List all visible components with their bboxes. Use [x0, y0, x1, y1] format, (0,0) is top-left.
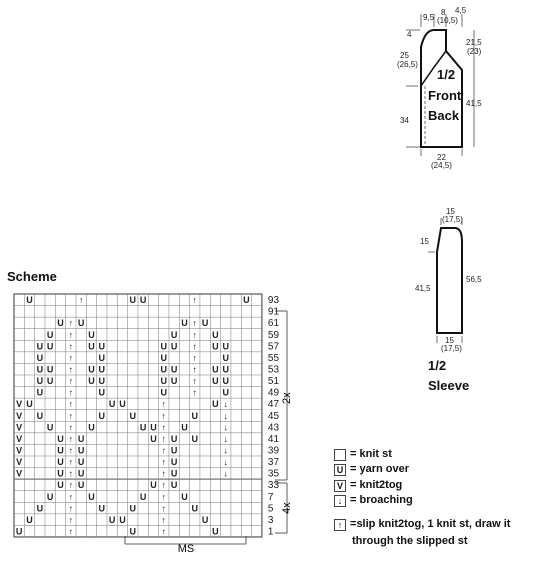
double-decrease-stitch: ↑ [68, 445, 74, 456]
knit2tog-stitch: V [16, 410, 23, 421]
double-decrease-stitch: ↑ [68, 410, 74, 421]
chart-row-number: 61 [267, 318, 280, 330]
double-decrease-stitch: ↑ [161, 433, 167, 444]
double-decrease-stitch: ↑ [161, 526, 167, 537]
chart-row-number: 7 [267, 491, 274, 503]
chart-row-number: 49 [267, 387, 280, 399]
yarn-over-stitch: U [170, 341, 178, 352]
yarn-over-stitch: U [26, 514, 33, 525]
yarn-over-stitch: U [46, 376, 54, 387]
yarn-over-stitch: U [160, 352, 168, 363]
front-dim-right-upper: 21,5 [466, 38, 482, 47]
yarn-over-stitch: U [139, 491, 147, 502]
legend-item-double-decrease-cont: through the slipped st [352, 535, 468, 547]
broaching-stitch: ↓ [223, 410, 229, 421]
yarn-over-symbol-icon: U [334, 464, 346, 476]
yarn-over-stitch: U [119, 399, 126, 410]
chart-row-number: 59 [267, 329, 280, 341]
chart-row-number: 47 [267, 399, 280, 411]
yarn-over-stitch: U [222, 387, 230, 398]
yarn-over-stitch: U [170, 376, 178, 387]
front-dim-neck-left: 4 [407, 30, 412, 39]
yarn-over-stitch: U [36, 410, 44, 421]
knit2tog-stitch: V [16, 457, 23, 468]
yarn-over-stitch: U [181, 491, 188, 502]
yarn-over-stitch: U [88, 422, 95, 433]
yarn-over-stitch: U [160, 376, 168, 387]
chart-row-number: 41 [267, 433, 280, 445]
chart-row-number: 35 [267, 468, 280, 480]
chart-row-number: 53 [267, 364, 280, 376]
yarn-over-stitch: U [46, 341, 54, 352]
double-decrease-stitch: ↑ [192, 364, 198, 375]
front-back-fraction: 1/2 [437, 67, 456, 82]
yarn-over-stitch: U [36, 376, 44, 387]
front-dim-left-lower: 34 [400, 116, 409, 125]
sleeve-dim-left-lower: 41,5 [415, 284, 431, 293]
front-dim-top-mid: 8 [441, 8, 446, 17]
yarn-over-stitch: U [181, 422, 188, 433]
sleeve-dim-bottom: 15 [445, 336, 454, 345]
broaching-stitch: ↓ [223, 457, 229, 468]
knit2tog-symbol-icon: V [334, 480, 346, 492]
yarn-over-stitch: U [88, 376, 95, 387]
sleeve-schematic [437, 228, 462, 333]
double-decrease-stitch: ↑ [161, 399, 167, 410]
sleeve-dim-top-alt: (17,5) [442, 215, 463, 224]
front-dim-bottom-alt: (24,5) [431, 161, 452, 170]
chart-row-number: 93 [267, 295, 280, 307]
sleeve-dim-top: 15 [446, 207, 455, 216]
double-decrease-stitch: ↑ [68, 352, 74, 363]
double-decrease-stitch: ↑ [68, 341, 74, 352]
front-dim-right-lower: 41,5 [466, 99, 482, 108]
double-decrease-stitch: ↑ [192, 329, 198, 340]
double-decrease-stitch: ↑ [68, 376, 74, 387]
yarn-over-stitch: U [77, 480, 85, 491]
double-decrease-stitch: ↑ [161, 514, 167, 525]
yarn-over-stitch: U [98, 376, 106, 387]
yarn-over-stitch: U [36, 341, 44, 352]
yarn-over-stitch: U [129, 295, 137, 306]
chart-row-number: 57 [267, 341, 280, 353]
double-decrease-stitch: ↑ [192, 352, 198, 363]
yarn-over-stitch: U [201, 318, 209, 329]
yarn-over-stitch: U [36, 503, 44, 514]
yarn-over-stitch: U [170, 364, 178, 375]
double-decrease-stitch: ↑ [161, 422, 167, 433]
yarn-over-stitch: U [46, 364, 54, 375]
broaching-stitch: ↓ [223, 433, 229, 444]
yarn-over-stitch: U [46, 491, 54, 502]
back-label: Back [428, 108, 460, 123]
double-decrease-stitch: ↑ [68, 399, 74, 410]
yarn-over-stitch: U [212, 399, 219, 410]
double-decrease-stitch: ↑ [68, 364, 74, 375]
front-dim-left-upper-alt: (26,5) [397, 60, 418, 69]
yarn-over-stitch: U [36, 364, 44, 375]
yarn-over-stitch: U [77, 433, 85, 444]
chart-row-number: 51 [267, 376, 280, 388]
yarn-over-stitch: U [201, 514, 209, 525]
front-label: Front [428, 88, 462, 103]
yarn-over-stitch: U [98, 352, 106, 363]
double-decrease-stitch: ↑ [161, 457, 167, 468]
front-dim-right-upper-alt: (23) [467, 47, 482, 56]
yarn-over-stitch: U [212, 341, 219, 352]
yarn-over-stitch: U [88, 364, 95, 375]
yarn-over-stitch: U [57, 468, 64, 479]
double-decrease-stitch: ↑ [161, 491, 167, 502]
yarn-over-stitch: U [119, 514, 126, 525]
yarn-over-stitch: U [191, 503, 199, 514]
yarn-over-stitch: U [129, 410, 137, 421]
sleeve-dim-right: 56,5 [466, 275, 482, 284]
knit2tog-stitch: V [16, 445, 23, 456]
yarn-over-stitch: U [212, 526, 219, 537]
chart-row-number: 55 [267, 352, 280, 364]
double-decrease-stitch: ↑ [161, 410, 167, 421]
yarn-over-stitch: U [46, 422, 54, 433]
yarn-over-stitch: U [222, 364, 230, 375]
yarn-over-stitch: U [191, 410, 199, 421]
double-decrease-stitch: ↑ [68, 387, 74, 398]
double-decrease-stitch: ↑ [161, 468, 167, 479]
chart-row-number: 45 [267, 410, 280, 422]
yarn-over-stitch: U [243, 295, 250, 306]
double-decrease-stitch: ↑ [68, 526, 74, 537]
scheme-title: Scheme [7, 269, 57, 284]
double-decrease-stitch: ↑ [68, 318, 74, 329]
double-decrease-stitch: ↑ [68, 514, 74, 525]
yarn-over-stitch: U [222, 376, 230, 387]
double-decrease-stitch: ↑ [161, 445, 167, 456]
knit2tog-stitch: V [16, 468, 23, 479]
double-decrease-stitch: ↑ [192, 387, 198, 398]
double-decrease-stitch: ↑ [68, 457, 74, 468]
yarn-over-stitch: U [150, 422, 157, 433]
double-decrease-stitch: ↑ [192, 318, 198, 329]
sleeve-dim-left-upper: 15 [420, 237, 429, 246]
chart-row-number: 33 [267, 480, 280, 492]
knit-symbol-icon [334, 449, 346, 461]
double-decrease-stitch: ↑ [192, 376, 198, 387]
yarn-over-stitch: U [212, 364, 219, 375]
yarn-over-stitch: U [98, 341, 106, 352]
yarn-over-stitch: U [108, 514, 116, 525]
yarn-over-stitch: U [98, 364, 106, 375]
yarn-over-stitch: U [46, 329, 54, 340]
yarn-over-stitch: U [170, 329, 178, 340]
chart-row-number: 43 [267, 422, 280, 434]
ms-label: MS [177, 543, 195, 555]
front-dim-left-upper: 25 [400, 51, 409, 60]
chart-row-number: 39 [267, 445, 280, 457]
yarn-over-stitch: U [15, 526, 23, 537]
knit2tog-stitch: V [16, 399, 23, 410]
double-decrease-stitch: ↑ [68, 329, 74, 340]
double-decrease-symbol-icon: ↑ [334, 519, 346, 531]
yarn-over-stitch: U [57, 480, 64, 491]
broaching-stitch: ↓ [223, 422, 229, 433]
yarn-over-stitch: U [139, 295, 147, 306]
double-decrease-stitch: ↑ [192, 295, 198, 306]
double-decrease-stitch: ↑ [192, 341, 198, 352]
double-decrease-stitch: ↑ [68, 480, 74, 491]
sleeve-fraction: 1/2 [428, 358, 447, 373]
chart-row-number: 91 [267, 306, 280, 318]
chart-row-number: 1 [267, 526, 274, 538]
yarn-over-stitch: U [222, 341, 230, 352]
yarn-over-stitch: U [129, 503, 137, 514]
yarn-over-stitch: U [160, 387, 168, 398]
double-decrease-stitch: ↑ [68, 422, 74, 433]
yarn-over-stitch: U [88, 341, 95, 352]
yarn-over-stitch: U [170, 468, 178, 479]
yarn-over-stitch: U [150, 433, 157, 444]
yarn-over-stitch: U [26, 399, 33, 410]
sleeve-label: Sleeve [428, 378, 470, 393]
yarn-over-stitch: U [98, 410, 106, 421]
yarn-over-stitch: U [160, 364, 168, 375]
yarn-over-stitch: U [108, 399, 116, 410]
yarn-over-stitch: U [170, 433, 178, 444]
yarn-over-stitch: U [222, 352, 230, 363]
double-decrease-stitch: ↑ [68, 433, 74, 444]
sleeve-guides [428, 218, 462, 343]
double-decrease-stitch: ↑ [68, 491, 74, 502]
knit2tog-stitch: V [16, 422, 23, 433]
front-back-guides [406, 14, 474, 156]
broaching-stitch: ↓ [223, 468, 229, 479]
yarn-over-stitch: U [170, 457, 178, 468]
yarn-over-stitch: U [77, 445, 85, 456]
double-decrease-stitch: ↑ [161, 480, 167, 491]
yarn-over-stitch: U [57, 445, 64, 456]
chart-row-numbers [268, 295, 280, 537]
yarn-over-stitch: U [181, 318, 188, 329]
double-decrease-stitch: ↑ [68, 503, 74, 514]
double-decrease-stitch: ↑ [78, 295, 84, 306]
yarn-over-stitch: U [77, 457, 85, 468]
broaching-stitch: ↓ [223, 445, 229, 456]
front-dim-top-mid-alt: (10,5) [437, 16, 458, 25]
yarn-over-stitch: U [26, 295, 33, 306]
yarn-over-stitch: U [139, 422, 147, 433]
yarn-over-stitch: U [98, 387, 106, 398]
yarn-over-stitch: U [170, 445, 178, 456]
yarn-over-stitch: U [88, 329, 95, 340]
yarn-over-stitch: U [160, 341, 168, 352]
chart-row-number: 3 [267, 514, 274, 526]
repeat-label-upper: 2x [281, 392, 293, 404]
yarn-over-stitch: U [98, 503, 106, 514]
double-decrease-stitch: ↑ [161, 503, 167, 514]
yarn-over-stitch: U [36, 352, 44, 363]
broaching-symbol-icon: ↓ [334, 495, 346, 507]
yarn-over-stitch: U [150, 480, 157, 491]
chart-row-number: 37 [267, 457, 280, 469]
yarn-over-stitch: U [36, 387, 44, 398]
yarn-over-stitch: U [129, 526, 137, 537]
yarn-over-stitch: U [170, 480, 178, 491]
chart-row-number: 5 [267, 503, 274, 515]
yarn-over-stitch: U [88, 491, 95, 502]
front-dim-top-left: 9,5 [423, 13, 435, 22]
yarn-over-stitch: U [191, 433, 199, 444]
broaching-stitch: ↓ [223, 399, 229, 410]
yarn-over-stitch: U [57, 433, 64, 444]
yarn-over-stitch: U [57, 457, 64, 468]
sleeve-dim-bottom-alt: (17,5) [441, 344, 462, 353]
yarn-over-stitch: U [57, 318, 64, 329]
front-dim-bottom: 22 [437, 153, 446, 162]
yarn-over-stitch: U [77, 318, 85, 329]
yarn-over-stitch: U [212, 376, 219, 387]
repeat-label-lower: 4x [281, 502, 293, 514]
front-dim-top-right: 4,5 [455, 6, 467, 15]
knit2tog-stitch: V [16, 433, 23, 444]
double-decrease-stitch: ↑ [68, 468, 74, 479]
yarn-over-stitch: U [212, 329, 219, 340]
yarn-over-stitch: U [77, 468, 85, 479]
